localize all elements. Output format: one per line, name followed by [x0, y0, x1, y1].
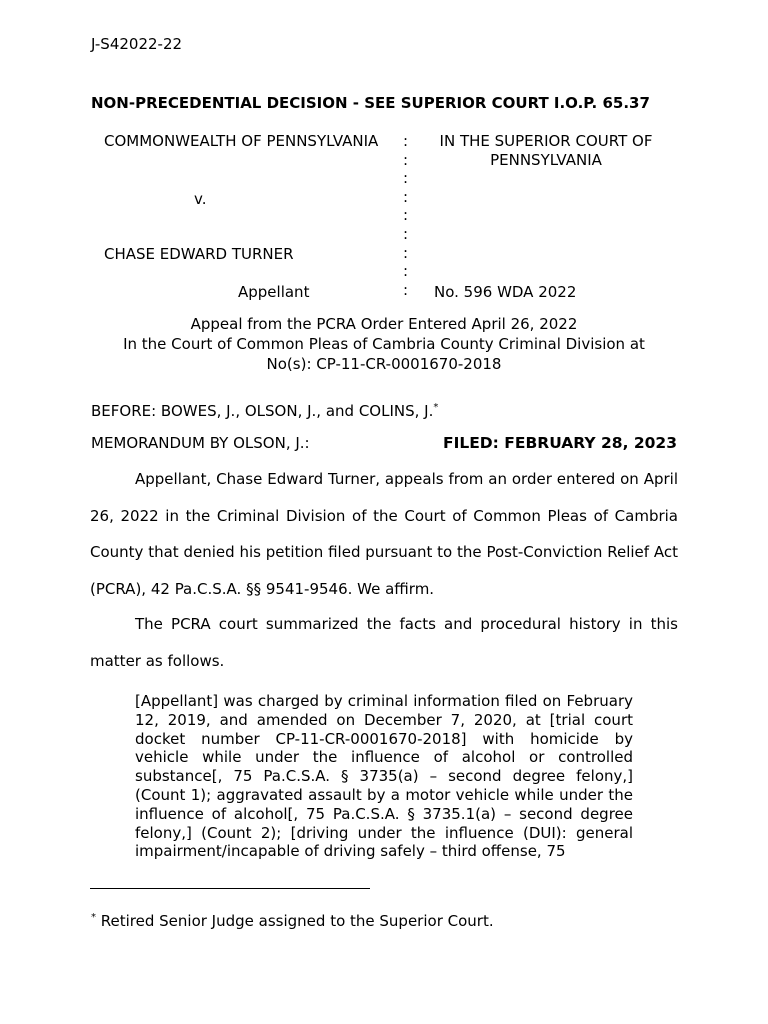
case-caption	[0, 130, 768, 310]
caption-versus: v.	[194, 190, 207, 208]
caption-defendant: CHASE EDWARD TURNER	[104, 245, 294, 263]
caption-plaintiff: COMMONWEALTH OF PENNSYLVANIA	[104, 132, 379, 150]
footnote-marker: *	[91, 912, 96, 923]
caption-court-line1: IN THE SUPERIOR COURT OF	[439, 132, 653, 150]
footnote	[91, 912, 494, 930]
caption-colon: :	[403, 132, 409, 150]
block-quote: [Appellant] was charged by criminal information filed on February 12, 2019, and amended on December 7, 2020, at [trial court docket number CP-11-CR-0001670-2018] with homicide by vehicle while under the influence of alcohol or controlled substance[, 75 Pa.C.S.A. § 3735(a) – second degree felony,] (Count 1); aggravated assault by a motor vehicle while under the influence of alcohol[, 75 Pa.C.S.A. § 3735.1(a) – second degree felony,] (Count 2); [driving under the influence (DUI): general impairment/incapable of driving safely – third offense, 75	[135, 692, 633, 861]
docket-number: J-S42022-22	[91, 35, 183, 53]
panel-before	[91, 402, 438, 420]
appeal-line-1: Appeal from the PCRA Order Entered April 26, 2022	[190, 315, 578, 333]
body-paragraph-1: Appellant, Chase Edward Turner, appeals from an order entered on April 26, 2022 in the Criminal Division of the Court of Common Pleas of Cambria County that denied his petition filed pursuant to the Post-Conviction Relief Act (PCRA), 42 Pa.C.S.A. §§ 9541-9546. We affirm.	[90, 470, 678, 598]
panel-footnote-marker: *	[433, 402, 439, 413]
caption-colon: :	[403, 280, 409, 299]
caption-colon: :	[403, 243, 409, 262]
caption-colon: :	[403, 150, 409, 169]
footnote-divider	[90, 888, 370, 889]
appeal-info	[90, 314, 678, 374]
caption-colon-column	[403, 132, 413, 299]
caption-colon: :	[403, 224, 409, 243]
appeal-line-2: In the Court of Common Pleas of Cambria County Criminal Division at	[123, 335, 645, 353]
caption-appellant-role: Appellant	[238, 283, 310, 301]
caption-colon: :	[403, 169, 409, 188]
caption-colon: :	[403, 206, 409, 225]
panel-judges: BEFORE: BOWES, J., OLSON, J., and COLINS, J.	[91, 402, 434, 420]
footnote-text: Retired Senior Judge assigned to the Superior Court.	[96, 912, 494, 930]
appeal-line-3: No(s): CP-11-CR-0001670-2018	[266, 355, 502, 373]
caption-court-line2: PENNSYLVANIA	[490, 151, 602, 169]
caption-case-number: No. 596 WDA 2022	[434, 283, 577, 301]
memorandum-author: MEMORANDUM BY OLSON, J.:	[91, 434, 310, 452]
caption-colon: :	[403, 187, 409, 206]
caption-colon: :	[403, 262, 409, 281]
body-paragraph-2: The PCRA court summarized the facts and procedural history in this matter as follows.	[90, 615, 678, 670]
non-precedential-notice: NON-PRECEDENTIAL DECISION - SEE SUPERIOR COURT I.O.P. 65.37	[91, 94, 650, 112]
filed-date: FILED: FEBRUARY 28, 2023	[442, 434, 677, 452]
